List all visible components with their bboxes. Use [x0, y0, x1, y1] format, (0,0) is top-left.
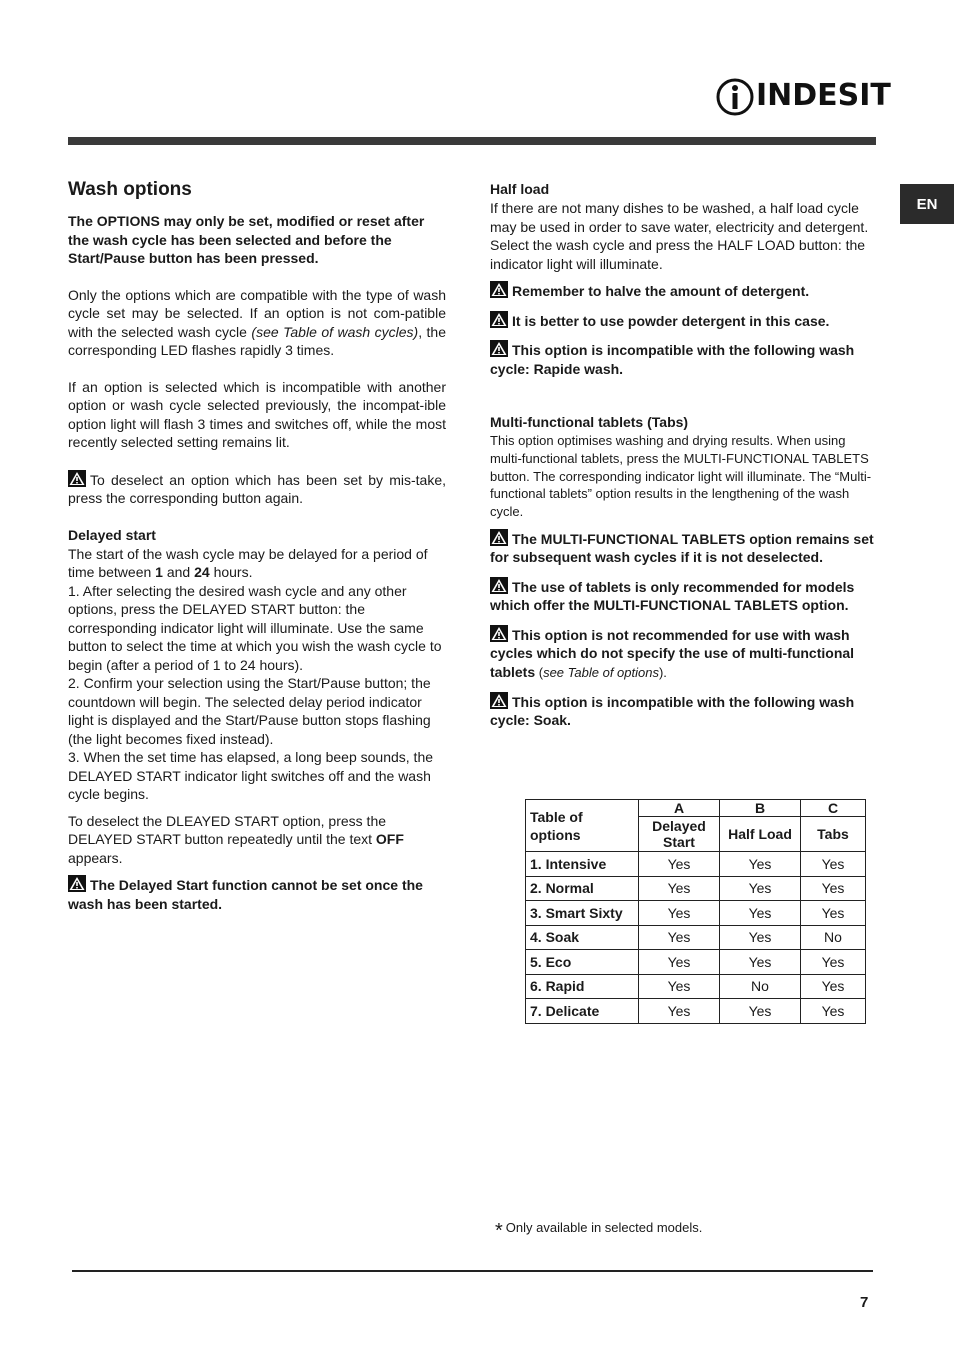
row-cell-value: Yes [639, 999, 720, 1024]
incompat-paragraph: If an option is selected which is incompatible with another option or wash cycle selected previously, the incompat-ible option light will flash 3 times and switches off, while the most recently selected setting remains lit. [68, 378, 446, 450]
deselect-warning-text: To deselect an option which has been set by mis-take, press the corresponding button again. [68, 471, 446, 506]
row-cell-value: Yes [801, 950, 866, 975]
row-cell-value: Yes [639, 876, 720, 901]
delayed-start-title: Delayed start [68, 526, 156, 543]
row-cell-value: Yes [801, 999, 866, 1024]
delayed-warning [68, 875, 446, 913]
row-cell-value: Yes [639, 901, 720, 926]
row-cell-value: No [801, 925, 866, 950]
row-program-name: 4. Soak [526, 925, 639, 950]
row-cell-value: Yes [639, 925, 720, 950]
delayed-start-intro [68, 545, 446, 582]
intro-note: The OPTIONS may only be set, modified or reset after the wash cycle has been selected and before the Start/Pause button has been pressed. [68, 213, 425, 266]
table-row [526, 974, 866, 999]
half-load-warning-3-text: This option is incompatible with the following wash cycle: Rapide wash. [490, 342, 855, 377]
table-body [526, 852, 866, 1024]
tabs-warning-4-text: This option is incompatible with the following wash cycle: Soak. [490, 693, 855, 729]
row-program-name: 7. Delicate [526, 999, 639, 1024]
right-column [490, 180, 874, 730]
row-cell-value: Yes [639, 852, 720, 877]
delayed-warning-text: The Delayed Start function cannot be set once the wash has been started. [68, 877, 423, 912]
col-letter-c: C [801, 800, 866, 817]
compat-text-b: , the corresponding LED flashes rapidly 3 times. [68, 323, 447, 358]
footnote [495, 1220, 702, 1243]
col-header-half-load: Half Load [720, 817, 801, 852]
table-row [526, 999, 866, 1024]
indesit-logo-icon [716, 76, 754, 118]
tabs-warning-3-ref: see Table of options [543, 664, 659, 680]
half-load-warning-1-text: Remember to halve the amount of detergent. [512, 283, 810, 299]
half-load-paragraph: If there are not many dishes to be washed, a half load cycle may be used in order to save water, electricity and detergent. Select the wash cycle and press the HALF LOAD button: the indicator light will illuminate. [490, 200, 869, 272]
table-corner: Table of options [526, 800, 639, 852]
delayed-deselect-a: To deselect the DLEAYED START option, press the DELAYED START button repeatedly until the text [68, 812, 387, 847]
language-tab: EN [900, 184, 954, 224]
table-row [526, 925, 866, 950]
warning-icon [490, 625, 508, 642]
half-load-warning-2-text: It is better to use powder detergent in this case. [512, 312, 830, 329]
tabs-title: Multi-functional tablets (Tabs) [490, 414, 689, 430]
row-program-name: 2. Normal [526, 876, 639, 901]
table-header-row [526, 800, 866, 817]
tabs-warning-2-text: The use of tablets is only recommended for models which offer the MULTI-FUNCTIONAL TABLETS option. [490, 578, 855, 614]
row-cell-value: Yes [801, 852, 866, 877]
row-cell-value: No [720, 974, 801, 999]
delayed-intro-a: The start of the wash cycle may be delayed for a period of time between [68, 545, 428, 580]
off-text: OFF [375, 831, 404, 847]
half-load-warning-2 [490, 311, 874, 331]
col-header-tabs: Tabs [801, 817, 866, 852]
warning-icon [490, 311, 508, 328]
tabs-warning-3-paren-open: ( [535, 664, 544, 680]
delayed-intro-b: hours. [209, 564, 253, 580]
col-header-delayed-start: Delayed Start [639, 817, 720, 852]
section-title: Wash options [68, 179, 192, 200]
delayed-step-3: 3. When the set time has elapsed, a long beep sounds, the DELAYED START indicator light switches off and the wash cycle begins. [68, 749, 434, 802]
half-load-warning-3 [490, 340, 874, 378]
row-cell-value: Yes [801, 974, 866, 999]
warning-icon [490, 340, 508, 357]
row-cell-value: Yes [801, 901, 866, 926]
header-rule [68, 137, 876, 145]
tabs-warning-1 [490, 529, 874, 567]
brand-name: INDESIT [756, 78, 891, 113]
warning-icon [68, 470, 86, 487]
row-cell-value: Yes [639, 974, 720, 999]
compat-text-ref: (see Table of wash cycles) [251, 323, 419, 340]
footnote-text: Only available in selected models. [505, 1220, 703, 1235]
col-letter-a: A [639, 800, 720, 817]
tabs-warning-3 [490, 625, 874, 682]
row-cell-value: Yes [639, 950, 720, 975]
table-row [526, 950, 866, 975]
delayed-min-hours: 1 [155, 564, 163, 580]
row-program-name: 6. Rapid [526, 974, 639, 999]
page-number: 7 [860, 1294, 869, 1311]
delayed-deselect [68, 812, 446, 868]
left-column [68, 178, 446, 913]
row-cell-value: Yes [720, 876, 801, 901]
warning-icon [490, 692, 508, 709]
row-cell-value: Yes [720, 901, 801, 926]
delayed-max-hours: 24 [194, 564, 210, 580]
tabs-warning-2 [490, 577, 874, 615]
row-cell-value: Yes [801, 876, 866, 901]
row-cell-value: Yes [720, 950, 801, 975]
footnote-star: * [495, 1220, 503, 1242]
warning-icon [490, 577, 508, 594]
row-cell-value: Yes [720, 852, 801, 877]
warning-icon [490, 529, 508, 546]
deselect-warning [68, 470, 446, 508]
row-program-name: 3. Smart Sixty [526, 901, 639, 926]
tabs-paragraph: This option optimises washing and drying results. When using multi-functional tablets, press the MULTI-FUNCTIONAL TABLETS button. The corresponding indicator light will illuminate. The “Multi-functional tablets” option results in the lengthening of the wash cycle. [490, 433, 872, 520]
delayed-step-1: 1. After selecting the desired wash cycle and any other options, press the DELAYED START button: the corresponding indicator light will illuminate. Use the same button to select the time at which you wish the wash cycle to begin (after a period of 1 to 24 hours). [68, 582, 442, 673]
delayed-step-2: 2. Confirm your selection using the Start/Pause button; the countdown will begin. The selected delay period indicator light is displayed and the Start/Pause button stops flashing (the light becomes fixed instead). [68, 675, 431, 747]
tabs-warning-1-text: The MULTI-FUNCTIONAL TABLETS option remains set for subsequent wash cycles if it is not deselected. [490, 530, 874, 566]
brand-logo [716, 76, 891, 118]
table-row [526, 876, 866, 901]
col-letter-b: B [720, 800, 801, 817]
tabs-warning-3-text: This option is not recommended for use with wash cycles which do not specify the use of multi-functional tablets [490, 626, 855, 680]
row-program-name: 1. Intensive [526, 852, 639, 877]
row-cell-value: Yes [720, 925, 801, 950]
compat-text-a: Only the options which are compatible with the type of wash cycle set may be selected. If an option is not com-patible with the selected wash cycle [68, 286, 446, 340]
row-program-name: 5. Eco [526, 950, 639, 975]
delayed-intro-and: and [162, 564, 195, 580]
half-load-warning-1 [490, 281, 874, 301]
row-cell-value: Yes [720, 999, 801, 1024]
table-row [526, 901, 866, 926]
tabs-warning-4 [490, 692, 874, 730]
tabs-warning-3-paren-close: ). [658, 664, 667, 680]
footer-rule [72, 1270, 873, 1272]
half-load-title: Half load [490, 181, 550, 197]
compat-paragraph [68, 286, 446, 360]
delayed-deselect-b: appears. [68, 849, 123, 866]
table-row [526, 852, 866, 877]
options-table [525, 799, 866, 1024]
warning-icon [490, 281, 508, 298]
warning-icon [68, 875, 86, 892]
